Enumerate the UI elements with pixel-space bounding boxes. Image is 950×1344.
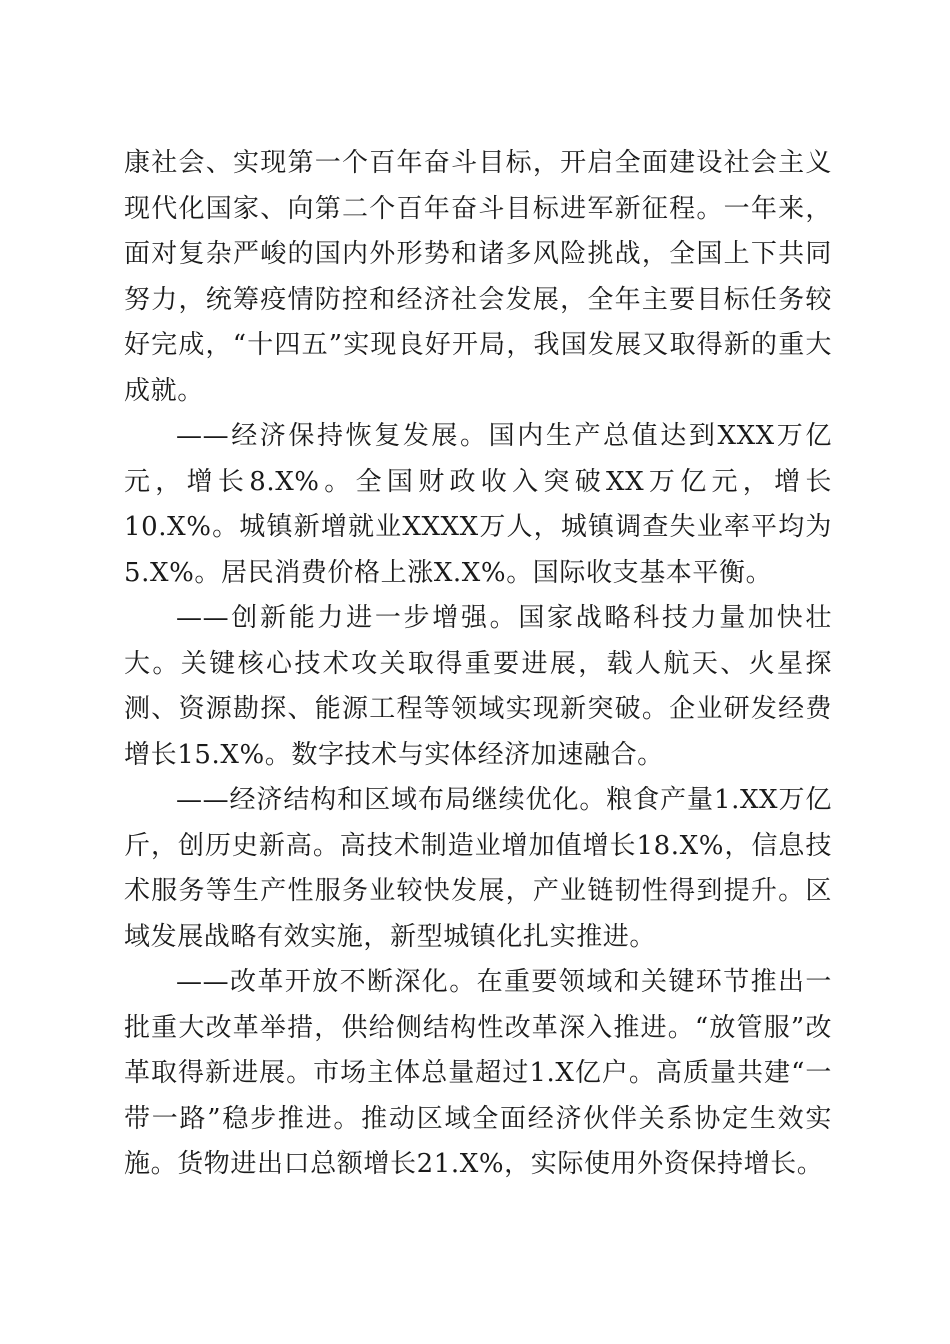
paragraph-economic-structure: ——经济结构和区域布局继续优化。粮食产量1.XX万亿斤，创历史新高。高技术制造业增加值增长18.X%，信息技术服务等生产性服务业较快发展，产业链韧性得到提升。区域发展战略有效实施，新型城镇化扎实推进。 <box>124 785 832 952</box>
paragraph-continuation: 康社会、实现第一个百年奋斗目标，开启全面建设社会主义现代化国家、向第二个百年奋斗目标进军新征程。一年来，面对复杂严峻的国内外形势和诸多风险挑战，全国上下共同努力，统筹疫情防控和经济社会发展，全年主要目标任务较好完成，“十四五”实现良好开局，我国发展又取得新的重大成就。 <box>124 148 832 406</box>
document-body <box>124 141 832 1188</box>
paragraph-reform-opening: ——改革开放不断深化。在重要领域和关键环节推出一批重大改革举措，供给侧结构性改革深入推进。“放管服”改革取得新进展。市场主体总量超过1.X亿户。高质量共建“一带一路”稳步推进。推动区域全面经济伙伴关系协定生效实施。货物进出口总额增长21.X%，实际使用外资保持增长。 <box>124 967 832 1179</box>
paragraph-economy-recovery: ——经济保持恢复发展。国内生产总值达到XXX万亿元，增长8.X%。全国财政收入突破XX万亿元，增长10.X%。城镇新增就业XXXX万人，城镇调查失业率平均为5.X%。居民消费价格上涨X.X%。国际收支基本平衡。 <box>124 421 832 588</box>
paragraph-innovation: ——创新能力进一步增强。国家战略科技力量加快壮大。关键核心技术攻关取得重要进展，载人航天、火星探测、资源勘探、能源工程等领域实现新突破。企业研发经费增长15.X%。数字技术与实体经济加速融合。 <box>124 603 832 770</box>
